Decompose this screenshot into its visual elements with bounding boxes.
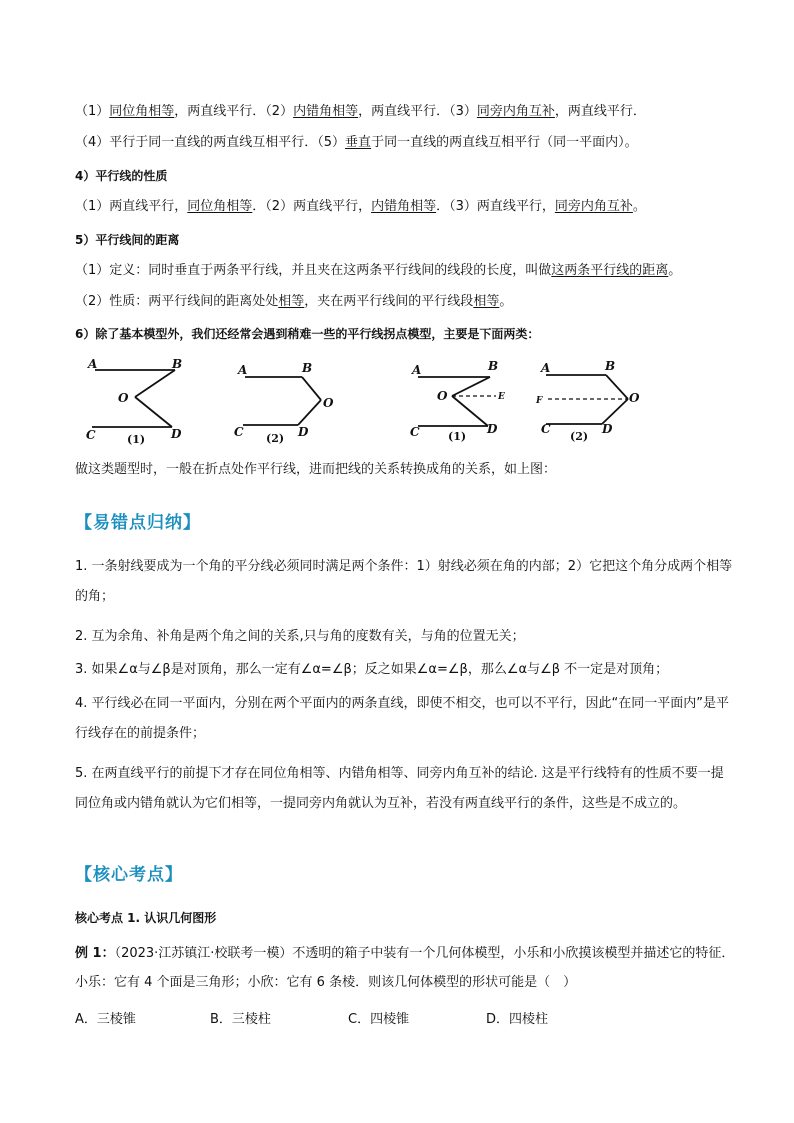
section-heading-models: 6）除了基本模型外，我们还经常会遇到稍难一些的平行线拐点模型，主要是下面两类： <box>75 327 540 341</box>
label-A: A <box>88 357 98 371</box>
label-C: C <box>86 428 96 442</box>
parallel-model-diagrams <box>0 350 794 450</box>
label-D: D <box>487 422 498 436</box>
mistake-item-3: 3. 如果∠α与∠β是对顶角，那么一定有∠α=∠β；反之如果∠α=∠β，那么∠α与∠β 不一定是对顶角； <box>75 662 669 677</box>
label-C: C <box>234 425 244 439</box>
label-O: O <box>437 389 448 403</box>
underlined-term: 相等 <box>473 294 500 309</box>
label-C: C <box>410 425 420 439</box>
underlined-term: 同位角相等 <box>187 199 253 214</box>
label-F: F <box>536 396 543 406</box>
example-label: 例 1： <box>75 946 115 961</box>
models-note: 做这类题型时，一般在折点处作平行线，进而把线的关系转换成角的关系，如上图： <box>75 462 557 477</box>
option-d: D．四棱柱 <box>486 1012 549 1027</box>
figure-number: (2) <box>570 430 589 443</box>
label-O: O <box>118 391 129 405</box>
mistake-item-2: 2. 互为余角、补角是两个角之间的关系,只与角的度数有关，与角的位置无关； <box>75 629 525 644</box>
label-D: D <box>171 427 182 441</box>
option-c: C．四棱锥 <box>348 1012 410 1027</box>
figure-number: (2) <box>266 432 285 445</box>
mistake-item-4: 4. 平行线必在同一平面内，分别在两个平面内的两条直线，即使不相交，也可以不平行，因此“在同一平面内”是平行线存在的前提条件； <box>75 696 730 741</box>
underlined-term: 内错角相等 <box>293 104 359 119</box>
underlined-term: 这两条平行线的距离 <box>551 263 669 278</box>
option-b: B．三棱柱 <box>210 1012 271 1027</box>
label-O: O <box>629 391 640 405</box>
label-A: A <box>238 363 248 377</box>
underlined-term: 垂直 <box>345 135 372 150</box>
underlined-term: 相等 <box>278 294 305 309</box>
figure-number: (1) <box>448 430 467 443</box>
underlined-term: 内错角相等 <box>371 199 437 214</box>
section-heading-distance: 5）平行线间的距离 <box>75 233 180 247</box>
section-heading-properties: 4）平行线的性质 <box>75 169 168 183</box>
mistake-item-5: 5. 在两直线平行的前提下才存在同位角相等、内错角相等、同旁内角互补的结论. 这是平行线特有的性质不要一提同位角或内错角就认为它们相等，一提同旁内角就认为互补，若没有两直线平行的条件，这些是不成立的。 <box>75 766 724 811</box>
label-B: B <box>172 357 183 371</box>
option-a: A．三棱锥 <box>75 1012 136 1027</box>
example-1 <box>75 939 735 997</box>
label-D: D <box>298 425 309 439</box>
banner-core: 【核心考点】 <box>75 865 183 885</box>
label-C: C <box>541 422 551 436</box>
properties-line: （1）两直线平行，同位角相等．（2）两直线平行，内错角相等．（3）两直线平行，同旁内角互补。 <box>75 199 646 214</box>
label-A: A <box>541 361 551 375</box>
banner-mistakes: 【易错点归纳】 <box>75 513 201 533</box>
label-A: A <box>412 363 422 377</box>
label-E: E <box>498 392 505 402</box>
underlined-term: 同旁内角互补 <box>554 199 633 214</box>
judgement-line-1: （1）同位角相等，两直线平行．（2）内错角相等，两直线平行．（3）同旁内角互补，两直线平行． <box>75 104 646 119</box>
label-D: D <box>602 422 613 436</box>
figure-number: (1) <box>127 433 146 446</box>
underlined-term: 同旁内角互补 <box>476 104 555 119</box>
mistake-item-1: 1. 一条射线要成为一个角的平分线必须同时满足两个条件：1）射线必须在角的内部；2）它把这个角分成两个相等的角； <box>75 559 733 604</box>
label-B: B <box>605 359 616 373</box>
example-text: （2023·江苏镇江·校联考一模）不透明的箱子中装有一个几何体模型，小乐和小欣摸该模型并描述它的特征．小乐：它有 4 个面是三角形；小欣：它有 6 条棱．则该几何体模型的形状可能是（ ） <box>75 946 735 990</box>
distance-property: （2）性质：两平行线间的距离处处相等，夹在两平行线间的平行线段相等。 <box>75 294 513 309</box>
underlined-term: 同位角相等 <box>109 104 175 119</box>
label-O: O <box>323 396 334 410</box>
judgement-line-2: （4）平行于同一直线的两直线互相平行．（5）垂直于同一直线的两直线互相平行（同一平面内）。 <box>75 135 638 150</box>
label-B: B <box>488 359 499 373</box>
label-B: B <box>302 361 313 375</box>
core-point-1: 核心考点 1. 认识几何图形 <box>75 911 217 925</box>
distance-definition: （1）定义：同时垂直于两条平行线，并且夹在这两条平行线间的线段的长度，叫做这两条平行线的距离。 <box>75 263 682 278</box>
